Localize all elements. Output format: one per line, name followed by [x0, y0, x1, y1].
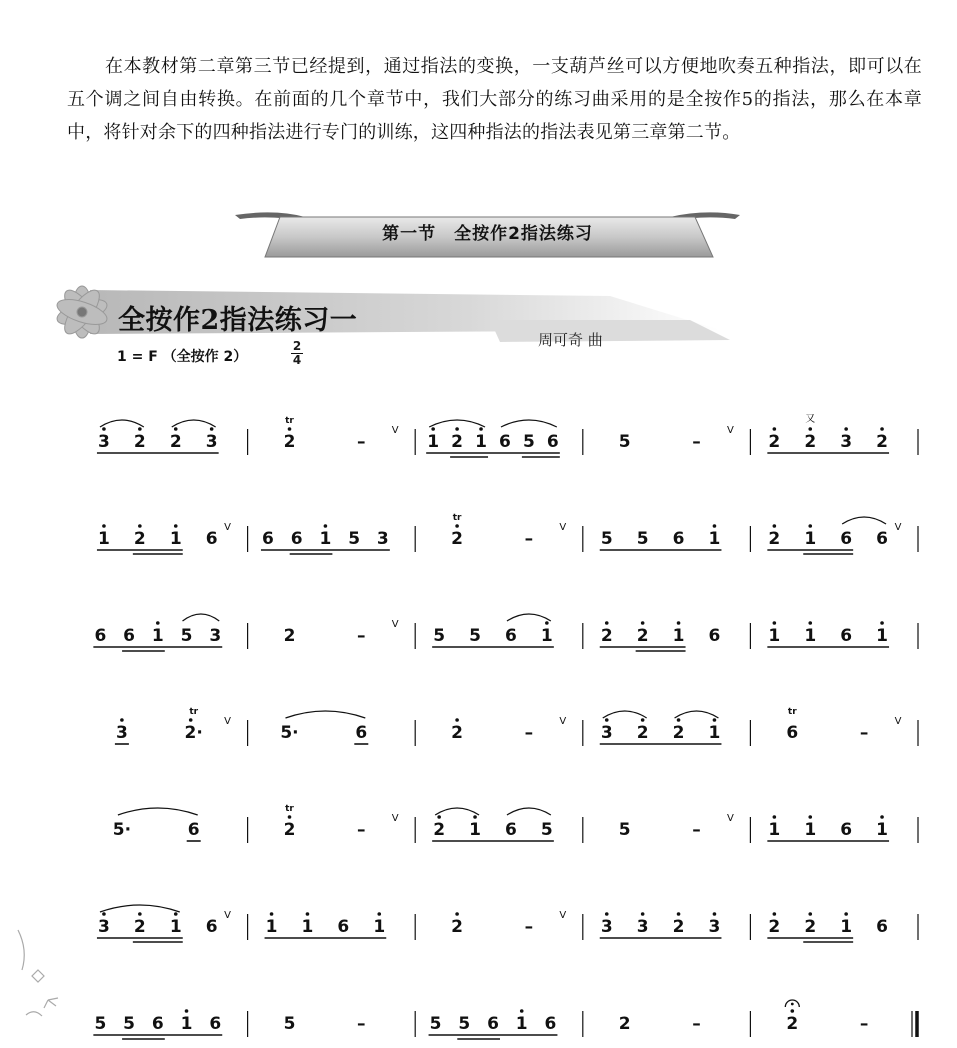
trill-mark: tr — [452, 513, 462, 523]
exercise-title: 全按作2指法练习一 — [118, 305, 358, 336]
high-octave-dot — [377, 912, 381, 916]
sustain-dash: – — [859, 1014, 869, 1034]
breath-mark: V — [894, 522, 902, 533]
note: 6 — [786, 723, 799, 743]
high-octave-dot — [102, 427, 106, 431]
note: 1 — [804, 626, 817, 646]
breath-mark: V — [559, 522, 567, 533]
high-octave-dot — [713, 524, 717, 528]
breath-mark: V — [224, 910, 232, 921]
high-octave-dot — [431, 427, 435, 431]
note: 5 — [469, 626, 481, 646]
high-octave-dot — [605, 718, 609, 722]
sustain-dash: – — [524, 917, 534, 937]
note: 2 — [283, 820, 296, 840]
high-octave-dot — [174, 912, 178, 916]
note: 6 — [708, 626, 721, 646]
high-octave-dot — [808, 427, 812, 431]
note: 1 — [265, 917, 278, 937]
note: 6 — [337, 917, 350, 937]
note: 5 — [540, 820, 553, 840]
high-octave-dot — [545, 621, 549, 625]
note: 1 — [98, 529, 110, 549]
note: 6 — [876, 529, 888, 549]
note: 3 — [205, 432, 218, 452]
high-octave-dot — [455, 718, 459, 722]
sustain-dash: – — [859, 723, 869, 743]
note: 2 — [768, 529, 781, 549]
breath-mark: V — [224, 522, 232, 533]
breath-mark: V — [391, 813, 399, 824]
slur-arc — [100, 905, 180, 912]
high-octave-dot — [138, 912, 142, 916]
note: 1 — [672, 626, 685, 646]
note: 1 — [708, 723, 721, 743]
high-octave-dot — [677, 718, 681, 722]
note: 1 — [427, 432, 440, 452]
breath-mark: V — [726, 813, 734, 824]
breath-mark: V — [726, 425, 734, 436]
note: 6 — [94, 626, 107, 646]
high-octave-dot — [138, 524, 142, 528]
note: 2 — [636, 723, 649, 743]
note: 5 — [458, 1014, 471, 1034]
note: 1 — [469, 820, 481, 840]
high-octave-dot — [773, 912, 777, 916]
trill-mark: tr — [787, 707, 797, 717]
high-octave-dot — [605, 621, 609, 625]
note: 1 — [373, 917, 386, 937]
cross-mark: 又 — [805, 414, 816, 425]
note: 2 — [433, 820, 446, 840]
note: 5 — [283, 1014, 296, 1034]
note: 6 — [505, 820, 517, 840]
note: 3 — [636, 917, 649, 937]
sustain-dash: – — [524, 723, 534, 743]
note: 2 — [451, 529, 464, 549]
note: 6 — [544, 1014, 557, 1034]
note: 3 — [708, 917, 721, 937]
note: 2 — [133, 917, 146, 937]
note: 5 — [429, 1014, 442, 1034]
high-octave-dot — [641, 621, 645, 625]
score-line — [97, 413, 918, 457]
note: 6 — [546, 432, 559, 452]
high-octave-dot — [324, 524, 328, 528]
high-octave-dot — [641, 912, 645, 916]
note: 1 — [180, 1014, 193, 1034]
high-octave-dot — [437, 815, 441, 819]
note: 3 — [840, 432, 853, 452]
high-octave-dot — [880, 427, 884, 431]
breath-mark: V — [391, 425, 399, 436]
breath-mark: V — [894, 716, 902, 727]
section-title: 第一节 全按作2指法练习 — [382, 224, 593, 244]
note: 5 — [522, 432, 535, 452]
note: 6 — [205, 917, 218, 937]
slur-arc — [429, 420, 485, 427]
note: 2· — [184, 723, 203, 743]
note: 2 — [768, 917, 781, 937]
high-octave-dot — [677, 912, 681, 916]
note: 2 — [618, 1014, 631, 1034]
slur-arc — [603, 711, 647, 718]
trill-mark: tr — [189, 707, 199, 717]
note: 2 — [636, 626, 649, 646]
note: 1 — [319, 529, 332, 549]
note: 1 — [768, 820, 781, 840]
note: 6 — [840, 529, 853, 549]
high-octave-dot — [844, 912, 848, 916]
high-octave-dot — [641, 718, 645, 722]
note: 1 — [804, 529, 817, 549]
note: 1 — [301, 917, 314, 937]
note: 2 — [283, 626, 296, 646]
note: 5 — [94, 1014, 107, 1034]
breath-mark: V — [391, 619, 399, 630]
slur-arc — [675, 711, 719, 718]
note: 6 — [876, 917, 888, 937]
note: 1 — [840, 917, 853, 937]
time-signature-bottom: 4 — [292, 353, 302, 367]
sustain-dash: – — [357, 626, 366, 646]
high-octave-dot — [138, 427, 142, 431]
high-octave-dot — [773, 621, 777, 625]
note: 5 — [618, 432, 631, 452]
note: 6 — [499, 432, 511, 452]
note: 3 — [600, 917, 613, 937]
note: 5 — [433, 626, 446, 646]
note: 6 — [505, 626, 517, 646]
high-octave-dot — [880, 621, 884, 625]
high-octave-dot — [102, 912, 106, 916]
high-octave-dot — [773, 427, 777, 431]
high-octave-dot — [306, 912, 310, 916]
note: 3 — [209, 626, 222, 646]
note: 6 — [151, 1014, 164, 1034]
note: 1 — [169, 917, 182, 937]
sustain-dash: – — [692, 820, 701, 840]
note: 6 — [290, 529, 303, 549]
high-octave-dot — [677, 621, 681, 625]
note: 6 — [487, 1014, 499, 1034]
note: 6 — [355, 723, 368, 743]
note: 3 — [376, 529, 389, 549]
high-octave-dot — [455, 427, 459, 431]
fermata-dot — [791, 1003, 794, 1006]
note: 6 — [262, 529, 274, 549]
note: 2 — [133, 529, 146, 549]
high-octave-dot — [288, 815, 292, 819]
high-octave-dot — [880, 815, 884, 819]
sustain-dash: – — [692, 432, 701, 452]
time-signature-top: 2 — [292, 339, 302, 353]
note: 5· — [280, 723, 299, 743]
note: 1 — [708, 529, 721, 549]
note: 3 — [98, 432, 110, 452]
high-octave-dot — [808, 621, 812, 625]
note: 3 — [115, 723, 128, 743]
composer-credit: 周可奇 曲 — [538, 331, 603, 349]
slur-arc — [118, 808, 198, 815]
note: 2 — [804, 917, 817, 937]
score-line — [113, 804, 918, 843]
high-octave-dot — [174, 524, 178, 528]
high-octave-dot — [808, 524, 812, 528]
note: 2 — [283, 432, 296, 452]
high-octave-dot — [189, 718, 193, 722]
note: 5 — [180, 626, 193, 646]
note: 2 — [451, 723, 464, 743]
note: 5· — [112, 820, 132, 840]
note: 5 — [618, 820, 631, 840]
high-octave-dot — [270, 912, 274, 916]
note: 2 — [451, 917, 464, 937]
trill-mark: tr — [285, 804, 294, 814]
high-octave-dot — [844, 427, 848, 431]
note: 2 — [133, 432, 146, 452]
high-octave-dot — [713, 718, 717, 722]
high-octave-dot — [479, 427, 483, 431]
high-octave-dot — [713, 912, 717, 916]
high-octave-dot — [791, 1009, 795, 1013]
sustain-dash: – — [357, 432, 366, 452]
slur-arc — [842, 517, 886, 524]
note: 1 — [876, 820, 888, 840]
note: 1 — [169, 529, 182, 549]
slur-arc — [507, 614, 551, 621]
note: 5 — [123, 1014, 136, 1034]
score-line — [93, 1000, 917, 1039]
note: 5 — [348, 529, 361, 549]
note: 2 — [672, 723, 685, 743]
high-octave-dot — [473, 815, 477, 819]
breath-mark: V — [559, 716, 567, 727]
sustain-dash: – — [524, 529, 534, 549]
high-octave-dot — [120, 718, 124, 722]
note: 2 — [768, 432, 781, 452]
note: 6 — [840, 820, 853, 840]
slur-arc — [435, 808, 479, 815]
note: 6 — [209, 1014, 222, 1034]
note: 6 — [205, 529, 218, 549]
high-octave-dot — [773, 524, 777, 528]
high-octave-dot — [605, 912, 609, 916]
note: 6 — [123, 626, 136, 646]
key-signature: 1 = F （全按作 2） — [117, 349, 248, 365]
sustain-dash: – — [692, 1014, 701, 1034]
slur-arc — [100, 420, 144, 427]
high-octave-dot — [174, 427, 178, 431]
note: 1 — [804, 820, 817, 840]
note: 2 — [169, 432, 182, 452]
slur-arc — [501, 420, 557, 427]
note: 1 — [540, 626, 553, 646]
note: 5 — [600, 529, 613, 549]
note: 1 — [151, 626, 164, 646]
note: 6 — [187, 820, 200, 840]
note: 1 — [876, 626, 888, 646]
note: 6 — [672, 529, 685, 549]
breath-mark: V — [559, 910, 567, 921]
slur-arc — [507, 808, 551, 815]
score-line — [93, 614, 918, 651]
sustain-dash: – — [357, 820, 366, 840]
note: 2 — [600, 626, 613, 646]
note: 1 — [768, 626, 781, 646]
high-octave-dot — [288, 427, 292, 431]
note: 3 — [600, 723, 613, 743]
score-line — [97, 905, 918, 942]
high-octave-dot — [210, 427, 214, 431]
high-octave-dot — [520, 1009, 524, 1013]
intro-text: 在本教材第二章第三节已经提到，通过指法的变换，一支葫芦丝可以方便地吹奏五种指法，即可以在五个调之间自由转换。在前面的几个章节中，我们大部分的练习曲采用的是全按作5的指法，那么在本章中，将针对余下的四种指法进行专门的训练，这四种指法的指法表见第三章第二节。 — [67, 56, 922, 143]
high-octave-dot — [185, 1009, 189, 1013]
note: 1 — [475, 432, 487, 452]
high-octave-dot — [455, 524, 459, 528]
score-line — [115, 707, 918, 746]
slur-arc — [172, 420, 216, 427]
leaf-decoration-icon — [8, 920, 78, 1030]
slur-arc — [183, 614, 220, 621]
note: 2 — [786, 1014, 799, 1034]
high-octave-dot — [808, 912, 812, 916]
trill-mark: tr — [285, 416, 294, 426]
note: 2 — [451, 432, 464, 452]
slur-arc — [286, 711, 366, 718]
score-line — [97, 513, 918, 554]
note: 2 — [876, 432, 888, 452]
high-octave-dot — [156, 621, 160, 625]
note: 1 — [515, 1014, 528, 1034]
breath-mark: V — [224, 716, 232, 727]
high-octave-dot — [773, 815, 777, 819]
high-octave-dot — [808, 815, 812, 819]
high-octave-dot — [455, 912, 459, 916]
note: 2 — [804, 432, 817, 452]
high-octave-dot — [102, 524, 106, 528]
note: 2 — [672, 917, 685, 937]
note: 6 — [840, 626, 853, 646]
sustain-dash: – — [357, 1014, 366, 1034]
note: 5 — [636, 529, 649, 549]
note: 3 — [98, 917, 110, 937]
